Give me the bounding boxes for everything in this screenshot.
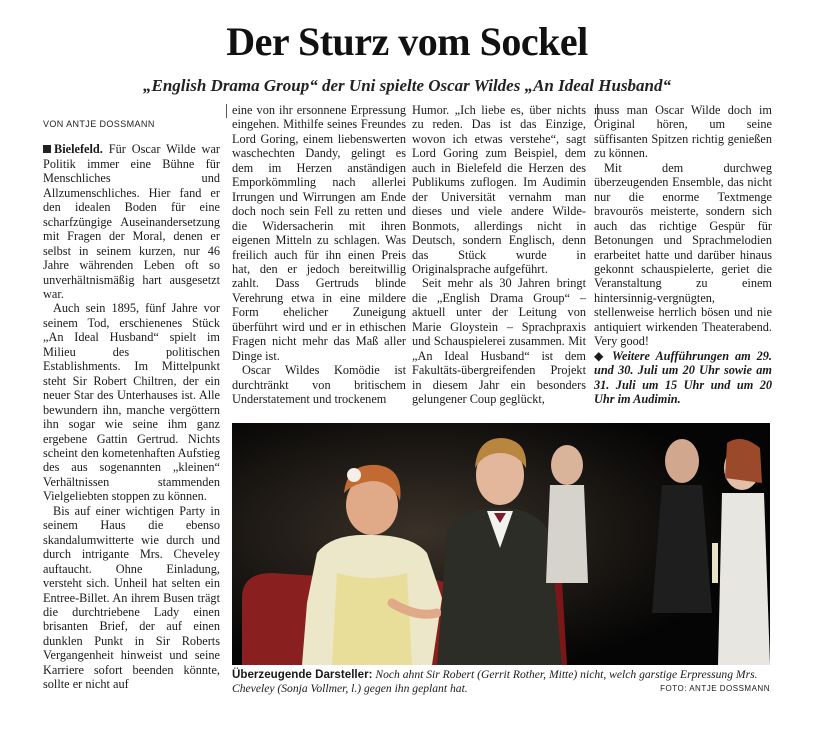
text-column-3 bbox=[412, 103, 586, 407]
subheadline: „English Drama Group“ der Uni spielte Oscar Wildes „An Ideal Husband“ bbox=[142, 76, 672, 95]
performance-dates-note: ◆ Weitere Aufführungen am 29. und 30. Juli um 20 Uhr sowie am 31. Juli um 15 Uhr und um 20 Uhr im Audimin. bbox=[594, 348, 772, 407]
byline: VON ANTJE DOSSMANN bbox=[43, 119, 155, 129]
location-dateline: Bielefeld. bbox=[54, 142, 103, 157]
paragraph-text: Für Oscar Wilde war Politik immer eine Bühne für Menschliches und Allzumenschliches. Hier fand er den idealen Boden für eine scharfzüngige Auseinandersetzung mit Fragen der Moral, denen er selbst in seinem kurzen, nur 46 Jahre währenden Leben oft so unverhältnismäßig hart ausgesetzt war. bbox=[43, 142, 220, 301]
bullet-square-icon bbox=[43, 145, 51, 153]
paragraph: Oscar Wildes Komödie ist durchtränkt von britischem Understatement und trockenem bbox=[232, 363, 406, 407]
caption-lead: Überzeugende Darsteller: bbox=[232, 668, 373, 681]
paragraph bbox=[43, 142, 220, 301]
paragraph: Seit mehr als 30 Jahren bringt die „English Drama Group“ – aktuell unter der Leitung von Marie Gloystein – Sprachpraxis und Schauspielerei zusammen. Mit „An Ideal Husband“ ist dem Fakultäts-übergreifenden Projekt in diesem Jahr ein besonders gelungener Coup geglückt, bbox=[412, 276, 586, 407]
paragraph: Humor. „Ich liebe es, über nichts zu reden. Das ist das Einzige, wovon ich etwas verstehe“, sagt Lord Goring zum Beispiel, dem auch in Bielefeld die Herzen des Publikums zuflogen. Im Audimin der Universität vernahm man dieses und viele andere Wilde-Bonmots, allerdings nicht in Deutsch, sondern Englisch, denn das Stück wurde in Originalsprache aufgeführt. bbox=[412, 103, 586, 276]
paragraph: Mit dem durchweg überzeugenden Ensemble, das nicht nur die enorme Textmenge bravourös meisterte, sondern sich auch das richtige Gespür für Betonungen und Sprachmelodien erarbeitet hatte und darüber hinaus gekonnt schauspielerte, geriet die Veranstaltung zu einem hintersinnig-vergnügten, stellenweise herrlich bösen und nie antiquiert wirkenden Theaterabend. Very good! bbox=[594, 160, 772, 349]
text-column-2 bbox=[232, 103, 406, 407]
text-column-4 bbox=[594, 103, 772, 407]
paragraph: muss man Oscar Wilde doch im Original hören, um seine süffisanten Spitzen richtig genießen zu können. bbox=[594, 103, 772, 161]
column-divider bbox=[226, 104, 227, 118]
paragraph: Auch sein 1895, fünf Jahre vor seinem Tod, erschienenes Stück „An Ideal Husband“ spielt im Milieu des politischen Establishments. Im Mittelpunkt steht Sir Robert Chiltren, der ein neuer Star des Unterhauses ist. Alle bewundern ihn, manche vergöttern ihn sogar wie seine ihm ganz ergebene Gattin Gertrud. Nichts scheint den kometenhaften Aufstieg des aus sogenannten „kleinen“ Verhältnissen stammenden Vielgeliebten stoppen zu können. bbox=[43, 301, 220, 504]
paragraph: Bis auf einer wichtigen Party in seinem Haus die ebenso skandalumwitterte wie durch und durch intrigante Mrs. Cheveley auftaucht. Ohne Einladung, versteht sich. Unheil hat selten ein Entree-Billet. An ihrem Busen trägt die durchtriebene Lady einen brisanten Brief, der auf einen dunklen Punkt in Sir Roberts Vergangenheit hinweist und seine Karriere sofort beenden könnte, sollte er nicht auf bbox=[43, 503, 220, 692]
text-column-1 bbox=[43, 103, 220, 692]
stage-photo bbox=[232, 423, 770, 665]
photo-credit: FOTO: ANTJE DOSSMANN bbox=[660, 684, 770, 693]
headline: Der Sturz vom Sockel bbox=[226, 19, 588, 64]
caption-text: Noch ahnt Sir Robert (Gerrit Rother, Mitte) nicht, welch garstige Erpressung Mrs. Cheveley (Sonja Vollmer, l.) gegen ihn geplant hat. bbox=[232, 668, 758, 696]
stage-scene-illustration bbox=[232, 423, 770, 665]
paragraph: eine von ihr ersonnene Erpressung eingehen. Mithilfe seines Freundes Lord Goring, einem liebenswerten waschechten Dandy, gelingt es dem im Herzen anständigen Emporkömmling nach allerlei Irrungen und Wirrungen am Ende doch noch sein Fell zu retten und die Widersacherin mit ihren eigenen Mitteln zu schlagen. Was freilich auch für ihn einen Preis hat, den er jedoch bereitwillig zahlt. Dass Gertruds blinde Verehrung etwa in eine mildere Form ehelicher Zuneigung überführt wird und er in ethischen Fragen nicht mehr das Maß aller Dinge ist. bbox=[232, 103, 406, 363]
